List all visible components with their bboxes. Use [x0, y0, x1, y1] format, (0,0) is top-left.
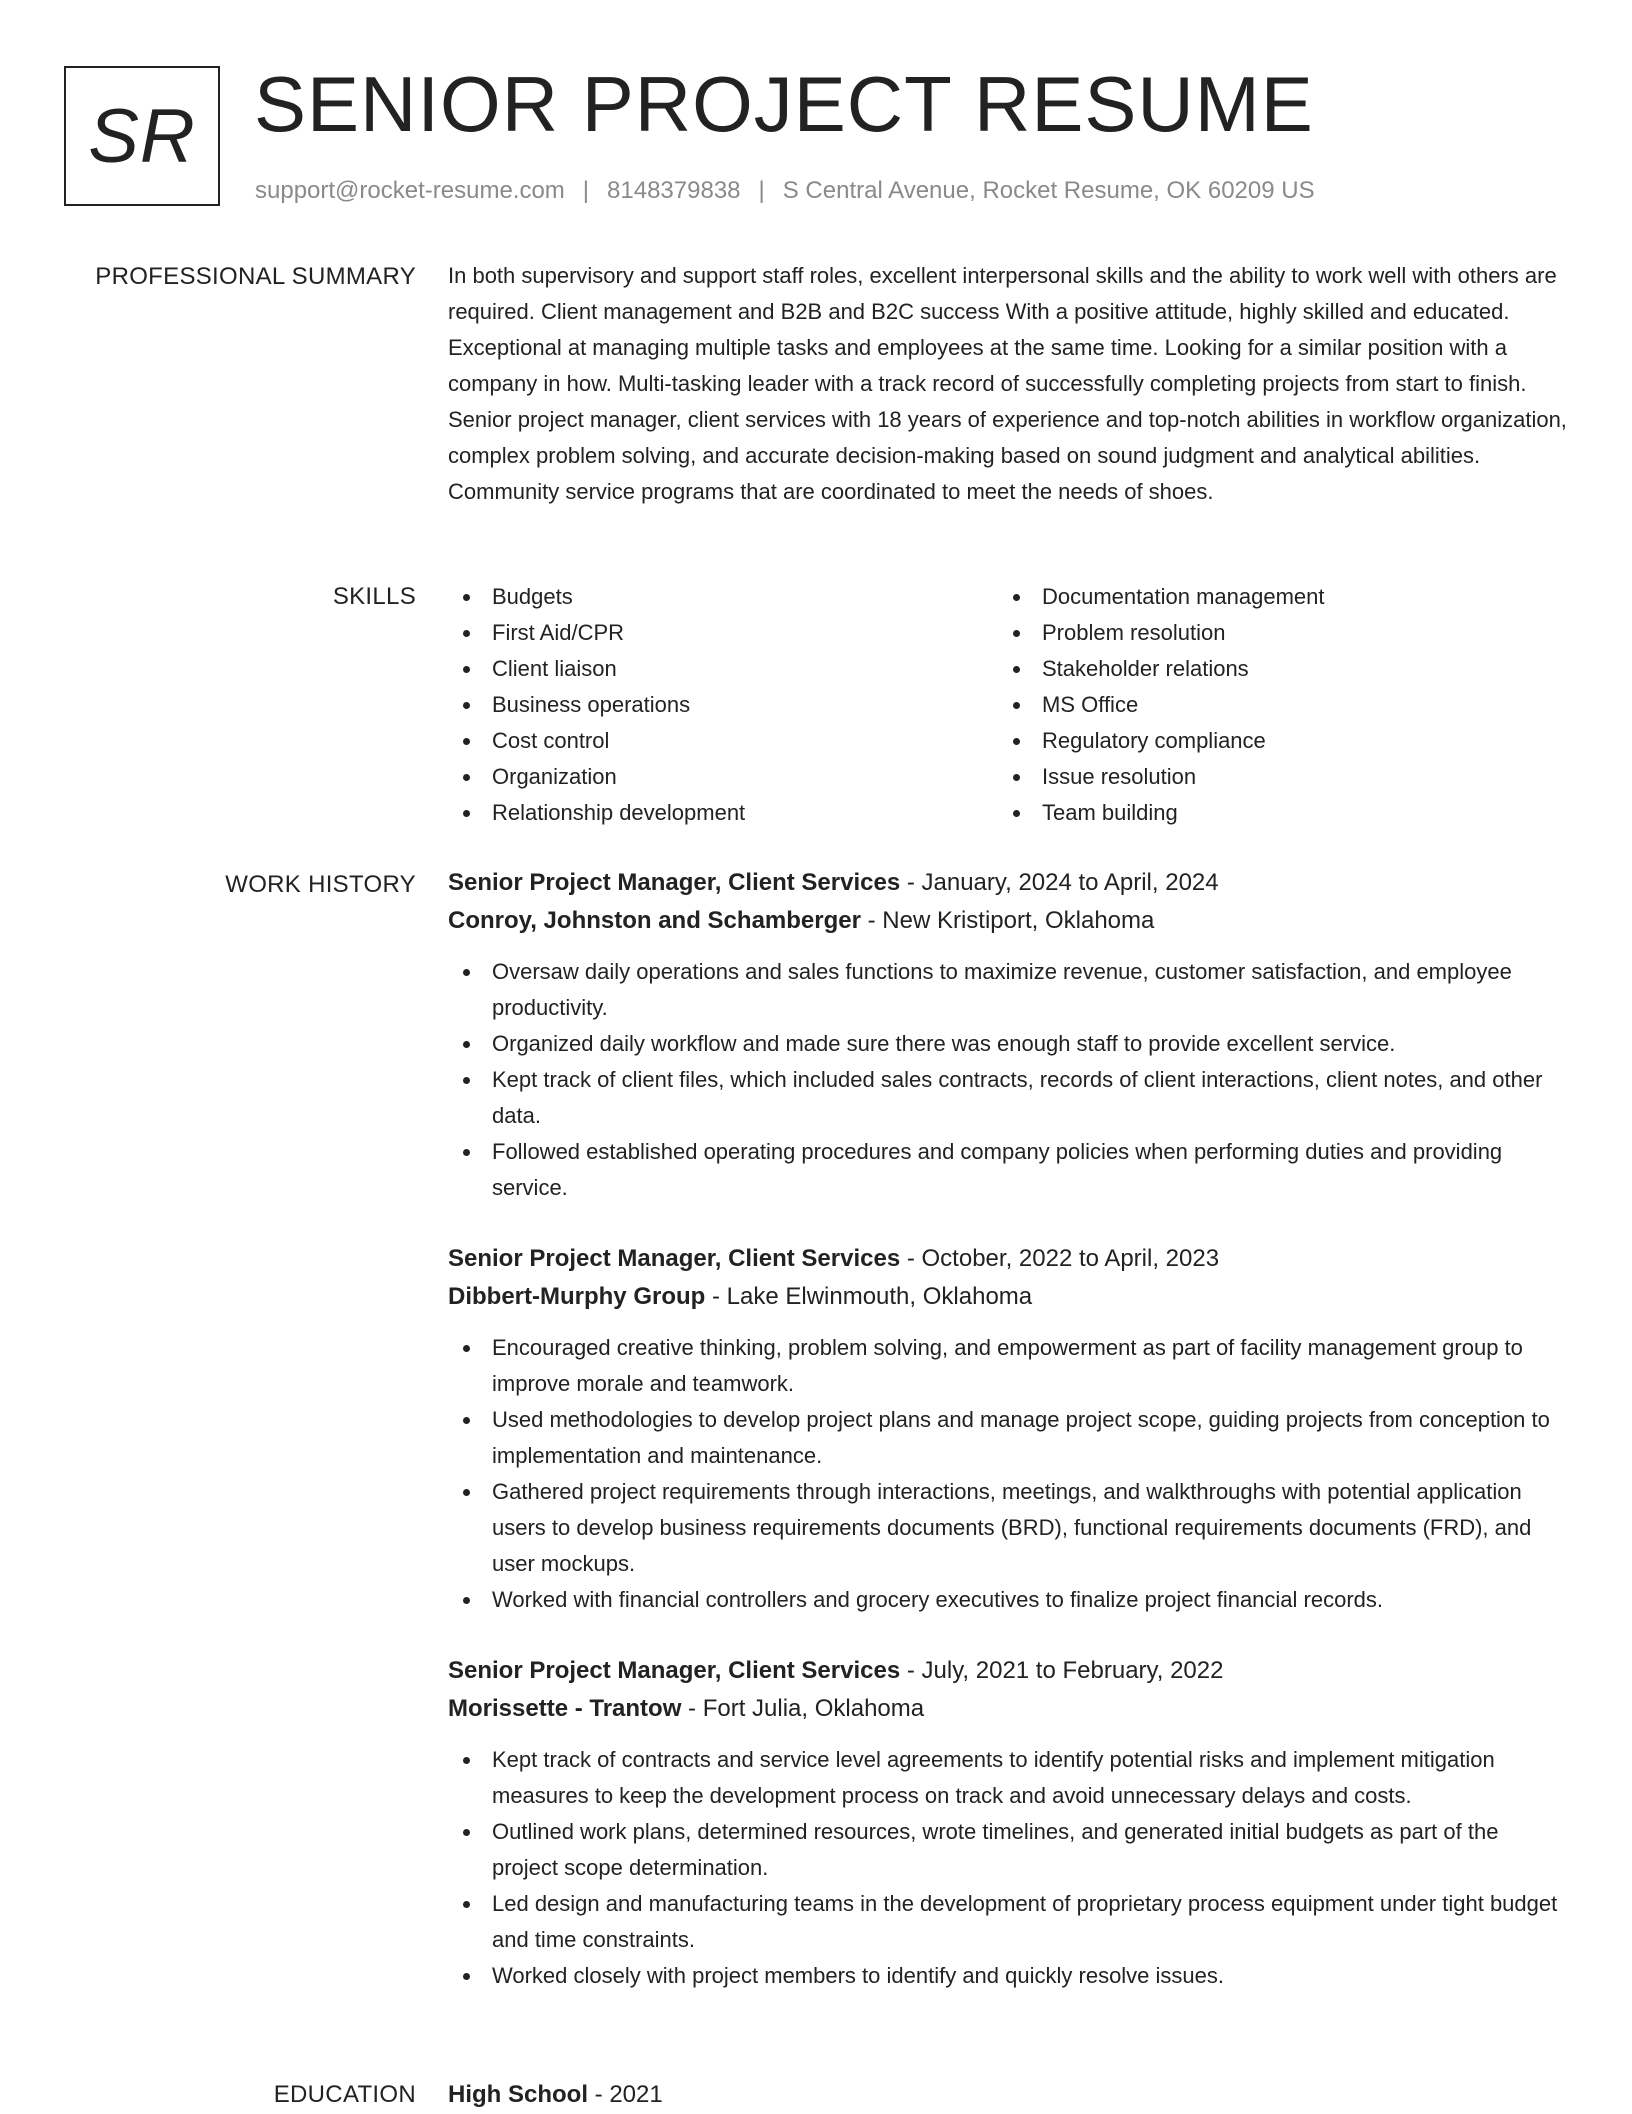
- skill-item: Organization: [448, 759, 998, 795]
- monogram-logo: SR: [64, 66, 220, 206]
- job-title-line: [448, 1240, 1568, 1278]
- education-heading: EDUCATION: [273, 2081, 416, 2108]
- duty-item: Encouraged creative thinking, problem solving, and empowerment as part of facility management group to improve morale and teamwork.: [448, 1330, 1568, 1402]
- job-dates: - October, 2022 to April, 2023: [900, 1245, 1220, 1272]
- job-company-line: [448, 1278, 1568, 1316]
- skill-item: Issue resolution: [998, 759, 1548, 795]
- skills-body: [448, 579, 1568, 831]
- duty-item: Kept track of contracts and service level agreements to identify potential risks and implement mitigation measures to keep the development process on track and avoid unnecessary delays and costs.: [448, 1742, 1568, 1814]
- summary-text: In both supervisory and support staff roles, excellent interpersonal skills and the ability to work well with others are required. Client management and B2B and B2C success With a positive attitude, highly skilled and educated. Exceptional at managing multiple tasks and employees at the same time. Looking for a similar position with a company in how. Multi-tasking leader with a track record of successfully completing projects from start to finish. Senior project manager, client services with 18 years of experience and top-notch abilities in workflow organization, complex problem solving, and accurate decision-making based on sound judgment and analytical abilities. Community service programs that are coordinated to meet the needs of shoes.: [448, 263, 1567, 504]
- skill-item: Relationship development: [448, 795, 998, 831]
- duty-item: Outlined work plans, determined resources, wrote timelines, and generated initial budgets as part of the project scope determination.: [448, 1814, 1568, 1886]
- job-role: Senior Project Manager, Client Services: [448, 1657, 901, 1684]
- education-degree: High School: [448, 2081, 588, 2108]
- skill-item: Budgets: [448, 579, 998, 615]
- resume-title: SENIOR PROJECT RESUME: [254, 60, 1314, 148]
- duty-item: Oversaw daily operations and sales functions to maximize revenue, customer satisfaction, and employee productivity.: [448, 954, 1568, 1026]
- duty-item: Followed established operating procedures and company policies when performing duties and providing service.: [448, 1134, 1568, 1206]
- duty-item: Used methodologies to develop project plans and manage project scope, guiding projects from conception to implementation and maintenance.: [448, 1402, 1568, 1474]
- skill-item: First Aid/CPR: [448, 615, 998, 651]
- skill-item: Client liaison: [448, 651, 998, 687]
- skill-item: MS Office: [998, 687, 1548, 723]
- job-location: - New Kristiport, Oklahoma: [860, 907, 1155, 934]
- contact-email[interactable]: support@rocket-resume.com: [255, 177, 565, 204]
- job-company: Conroy, Johnston and Schamberger: [448, 907, 861, 934]
- education-body: [448, 2076, 1568, 2114]
- job-location: - Fort Julia, Oklahoma: [681, 1695, 925, 1722]
- skills-list-left: [448, 579, 998, 831]
- job-entry: [448, 1240, 1568, 1618]
- contact-separator: |: [582, 177, 590, 204]
- job-title-line: [448, 1652, 1568, 1690]
- summary-body: [448, 258, 1568, 510]
- skill-item: Team building: [998, 795, 1548, 831]
- job-duties: [448, 1330, 1568, 1618]
- work-history-heading: WORK HISTORY: [225, 871, 416, 898]
- skills-heading: SKILLS: [332, 583, 416, 610]
- skill-item: Regulatory compliance: [998, 723, 1548, 759]
- contact-line: [255, 176, 1315, 206]
- job-entry: [448, 1652, 1568, 1994]
- job-dates: - January, 2024 to April, 2024: [900, 869, 1219, 896]
- job-company-line: [448, 1690, 1568, 1728]
- job-company-line: [448, 902, 1568, 940]
- skill-item: Problem resolution: [998, 615, 1548, 651]
- job-role: Senior Project Manager, Client Services: [448, 1245, 901, 1272]
- work-history-body: [448, 864, 1568, 2028]
- job-role: Senior Project Manager, Client Services: [448, 869, 901, 896]
- duty-item: Gathered project requirements through interactions, meetings, and walkthroughs with potential application users to develop business requirements documents (BRD), functional requirements documents (FRD), and user mockups.: [448, 1474, 1568, 1582]
- skills-list-right: [998, 579, 1548, 831]
- job-company: Dibbert-Murphy Group: [448, 1283, 706, 1310]
- job-company: Morissette - Trantow: [448, 1695, 682, 1722]
- job-duties: [448, 954, 1568, 1206]
- skill-item: Cost control: [448, 723, 998, 759]
- job-title-line: [448, 864, 1568, 902]
- contact-separator: |: [758, 177, 765, 204]
- duty-item: Organized daily workflow and made sure there was enough staff to provide excellent service.: [448, 1026, 1568, 1062]
- job-entry: [448, 864, 1568, 1206]
- duty-item: Led design and manufacturing teams in the development of proprietary process equipment under tight budget and time constraints.: [448, 1886, 1568, 1958]
- job-duties: [448, 1742, 1568, 1994]
- job-location: - Lake Elwinmouth, Oklahoma: [705, 1283, 1033, 1310]
- duty-item: Kept track of client files, which included sales contracts, records of client interactions, client notes, and other data.: [448, 1062, 1568, 1134]
- skill-item: Business operations: [448, 687, 998, 723]
- education-year: - 2021: [588, 2081, 663, 2108]
- job-dates: - July, 2021 to February, 2022: [900, 1657, 1224, 1684]
- skill-item: Documentation management: [998, 579, 1548, 615]
- skill-item: Stakeholder relations: [998, 651, 1548, 687]
- education-line: [448, 2076, 1568, 2114]
- contact-address: S Central Avenue, Rocket Resume, OK 60209 US: [782, 177, 1315, 204]
- summary-heading: PROFESSIONAL SUMMARY: [95, 263, 416, 290]
- contact-phone[interactable]: 8148379838: [607, 177, 741, 204]
- duty-item: Worked closely with project members to identify and quickly resolve issues.: [448, 1958, 1568, 1994]
- duty-item: Worked with financial controllers and grocery executives to finalize project financial records.: [448, 1582, 1568, 1618]
